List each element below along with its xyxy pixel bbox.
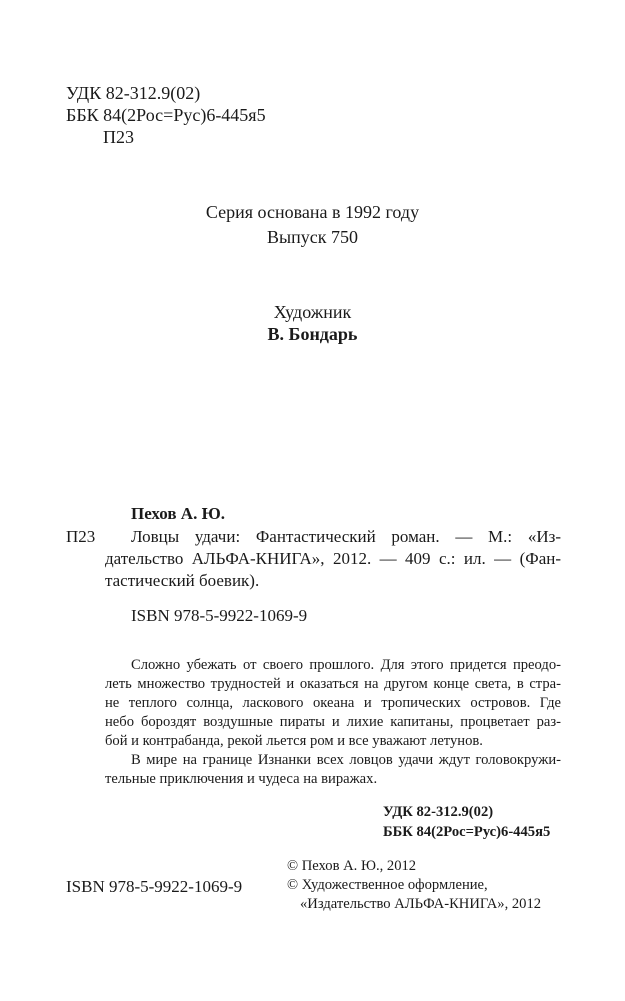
catalog-code: П23	[66, 527, 96, 546]
catalog-isbn: ISBN 978-5-9922-1069-9	[131, 606, 308, 625]
artist-label: Художник	[273, 302, 352, 322]
catalog-line: дательство АЛЬФА-КНИГА», 2012. — 409 с.: ил. — (Фан-	[105, 549, 561, 568]
artist-name: В. Бондарь	[267, 324, 358, 344]
annotation-line: не теплого солнца, ласкового океана и тропических островов. Где	[105, 695, 561, 711]
annotation-line: тельные приключения и чудеса на виражах.	[105, 771, 378, 787]
series-founded: Серия основана в 1992 году	[205, 202, 420, 222]
catalog-line: тастический боевик).	[105, 571, 260, 590]
author-mark: П23	[103, 127, 134, 147]
footer-isbn: ISBN 978-5-9922-1069-9	[66, 877, 243, 896]
copyright-design: © Художественное оформление,	[287, 877, 488, 893]
annotation-line: небо бороздят воздушные пираты и лихие капитаны, процветает раз-	[105, 714, 561, 730]
classification-udk: УДК 82-312.9(02)	[383, 804, 494, 820]
annotation-line: леть множество трудностей и оказаться на другом конце света, в стра-	[105, 676, 561, 692]
copyright-author: © Пехов А. Ю., 2012	[287, 858, 417, 874]
udk-code: УДК 82-312.9(02)	[66, 83, 201, 103]
classification-bbk: ББК 84(2Рос=Рус)6-445я5	[383, 824, 551, 840]
annotation-line: В мире на границе Изнанки всех ловцов удачи ждут головокружи-	[131, 752, 561, 768]
series-issue: Выпуск 750	[267, 227, 358, 247]
annotation-line: Сложно убежать от своего прошлого. Для этого придется преодо-	[131, 657, 561, 673]
annotation-line: бой и контрабанда, рекой льется ром и все уважают летунов.	[105, 733, 483, 749]
bbk-code: ББК 84(2Рос=Рус)6-445я5	[66, 105, 266, 125]
catalog-author: Пехов А. Ю.	[131, 504, 225, 523]
catalog-line: Ловцы удачи: Фантастический роман. — М.: «Из-	[131, 527, 561, 546]
copyright-publisher: «Издательство АЛЬФА-КНИГА», 2012	[300, 896, 542, 912]
